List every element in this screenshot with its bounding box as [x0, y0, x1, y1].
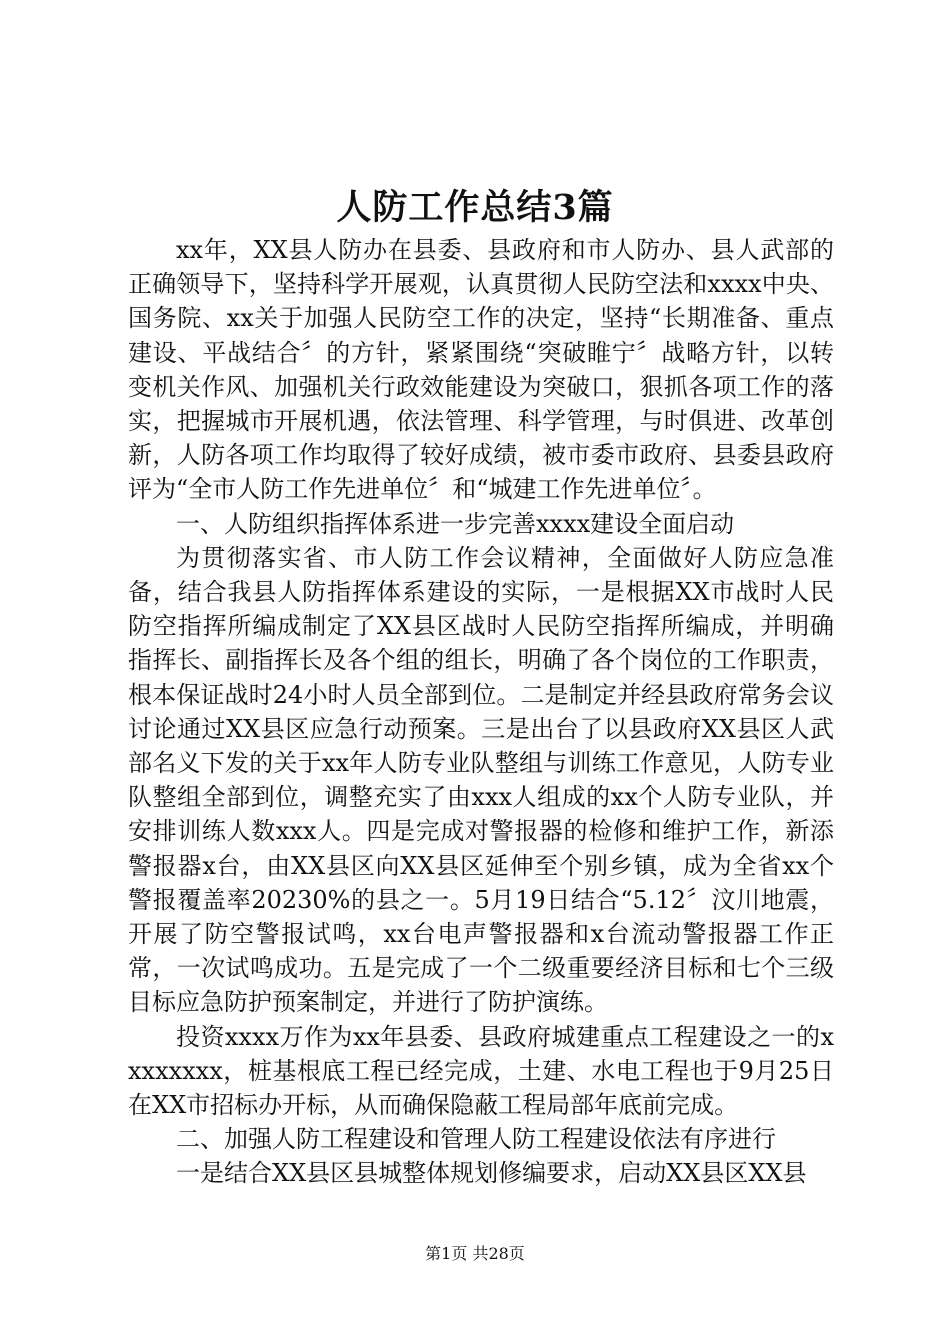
paragraph-investment: 投资xxxx万作为xx年县委、县政府城建重点工程建设之一的xxxxxxxx，桩基根底工程已经完成，土建、水电工程也于9月25日在XX市招标办开标，从而确保隐蔽工程局部年底前完成。 [128, 1022, 834, 1120]
paragraph-intro: xx年，XX县人防办在县委、县政府和市人防办、县人武部的正确领导下，坚持科学开展观，认真贯彻人民防空法和xxxx中央、国务院、xx关于加强人民防空工作的决定，坚持“长期准备、重点建设、平战结合〞的方针，紧紧围绕“突破睢宁〞战略方针，以转变机关作风、加强机关行政效能建设为突破口，狠抓各项工作的落实，把握城市开展机遇，依法管理、科学管理，与时俱进、改革创新，人防各项工作均取得了较好成绩，被市委市政府、县委县政府评为“全市人防工作先进单位〞和“城建工作先进单位〞。 [128, 236, 834, 504]
section-heading-2: 二、加强人防工程建设和管理人防工程建设依法有序进行 [176, 1125, 776, 1154]
paragraph-command-system: 为贯彻落实省、市人防工作会议精神，全面做好人防应急准备，结合我县人防指挥体系建设的实际，一是根据XX市战时人民防空指挥所编成制定了XX县区战时人民防空指挥所编成，并明确指挥长、副指挥长及各个组的组长，明确了各个岗位的工作职责，根本保证战时24小时人员全部到位。二是制定并经县政府常务会议讨论通过XX县区应急行动预案。三是出台了以县政府XX县区人武部名义下发的关于xx年人防专业队整组与训练工作意见，人防专业队整组全部到位，调整充实了由xxx人组成的xx个人防专业队，并安排训练人数xxx人。四是完成对警报器的检修和维护工作，新添警报器x台，由XX县区向XX县区延伸至个别乡镇，成为全省xx个警报覆盖率20230%的县之一。5月19日结合“5.12〞汶川地震，开展了防空警报试鸣，xx台电声警报器和x台流动警报器工作正常，一次试鸣成功。五是完成了一个二级重要经济目标和七个三级目标应急防护预案制定，并进行了防护演练。 [128, 543, 834, 1017]
section-heading-1: 一、人防组织指挥体系进一步完善xxxx建设全面启动 [176, 509, 735, 538]
page-number-footer: 第1页 共28页 [425, 1244, 525, 1263]
document-body [128, 233, 834, 1191]
document-title: 人防工作总结3篇 [336, 187, 614, 228]
paragraph-planning: 一是结合XX县区县城整体规划修编要求，启动XX县区XX县 [176, 1159, 807, 1188]
